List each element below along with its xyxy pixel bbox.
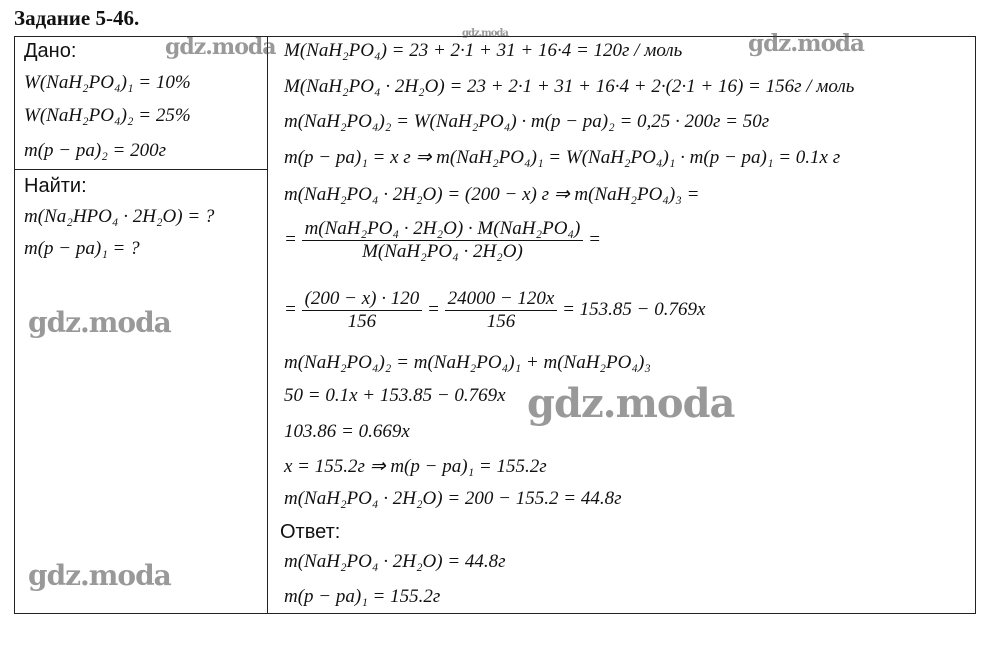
- fraction-denominator: 156: [347, 311, 377, 332]
- solution-line: x = 155.2г ⇒ m(p − pa)₁ = 155.2г: [284, 456, 547, 477]
- watermark: gdz.moda: [527, 380, 735, 427]
- fraction-numerator: m(NaH₂PO₄ · 2H₂O) · M(NaH₂PO₄): [302, 218, 584, 241]
- fraction-lead: =: [284, 228, 297, 250]
- fraction-denominator: 156: [486, 311, 516, 332]
- fraction-lead: =: [284, 298, 297, 320]
- solution-line: M(NaH₂PO₄) = 23 + 2·1 + 31 + 16·4 = 120г / моль: [284, 40, 683, 61]
- given-label: Дано:: [24, 40, 77, 62]
- fraction-numerator: (200 − x) · 120: [302, 288, 423, 311]
- watermark: gdz.moda: [28, 559, 171, 592]
- solution-line: 50 = 0.1x + 153.85 − 0.769x: [284, 385, 506, 406]
- answer-label: Ответ:: [280, 521, 341, 543]
- find-line: m(p − pa)₁ = ?: [24, 238, 140, 259]
- fraction: [302, 288, 423, 333]
- task-title: Задание 5-46.: [14, 6, 140, 30]
- fraction-tail: = 153.85 − 0.769x: [562, 298, 706, 320]
- find-label: Найти:: [24, 175, 87, 197]
- fraction-expression: [284, 218, 601, 263]
- given-line: W(NaH₂PO₄)₂ = 25%: [24, 105, 191, 126]
- watermark: gdz.moda: [462, 28, 508, 39]
- solution-line: m(NaH₂PO₄)₂ = W(NaH₂PO₄) · m(p − pa)₂ = 0,25 · 200г = 50г: [284, 111, 770, 132]
- watermark: gdz.moda: [28, 306, 171, 339]
- solution-line: m(NaH₂PO₄)₂ = m(NaH₂PO₄)₁ + m(NaH₂PO₄)₃: [284, 352, 651, 373]
- fraction: [445, 288, 558, 333]
- given-line: m(p − pa)₂ = 200г: [24, 140, 167, 161]
- given-find-divider: [14, 169, 268, 170]
- fraction-numerator: 24000 − 120x: [445, 288, 558, 311]
- solution-line: m(p − pa)₁ = x г ⇒ m(NaH₂PO₄)₁ = W(NaH₂PO₄)₁ · m(p − pa)₁ = 0.1x г: [284, 147, 841, 168]
- fraction-expression: [284, 288, 705, 333]
- fraction-tail: =: [588, 228, 601, 250]
- answer-line: m(p − pa)₁ = 155.2г: [284, 586, 441, 607]
- fraction: [302, 218, 584, 263]
- watermark: gdz.moda: [165, 34, 276, 60]
- solution-line: m(NaH₂PO₄ · 2H₂O) = (200 − x) г ⇒ m(NaH₂PO₄)₃ =: [284, 184, 700, 205]
- answer-line: m(NaH₂PO₄ · 2H₂O) = 44.8г: [284, 551, 506, 572]
- watermark: gdz.moda: [748, 30, 864, 57]
- fraction-equals: =: [427, 298, 440, 320]
- given-line: W(NaH₂PO₄)₁ = 10%: [24, 72, 191, 93]
- find-line: m(Na₂HPO₄ · 2H₂O) = ?: [24, 206, 215, 227]
- fraction-denominator: M(NaH₂PO₄ · 2H₂O): [362, 241, 523, 262]
- solution-line: 103.86 = 0.669x: [284, 421, 410, 442]
- column-divider: [267, 36, 268, 614]
- solution-line: m(NaH₂PO₄ · 2H₂O) = 200 − 155.2 = 44.8г: [284, 488, 622, 509]
- solution-line: M(NaH₂PO₄ · 2H₂O) = 23 + 2·1 + 31 + 16·4 + 2·(2·1 + 16) = 156г / моль: [284, 76, 855, 97]
